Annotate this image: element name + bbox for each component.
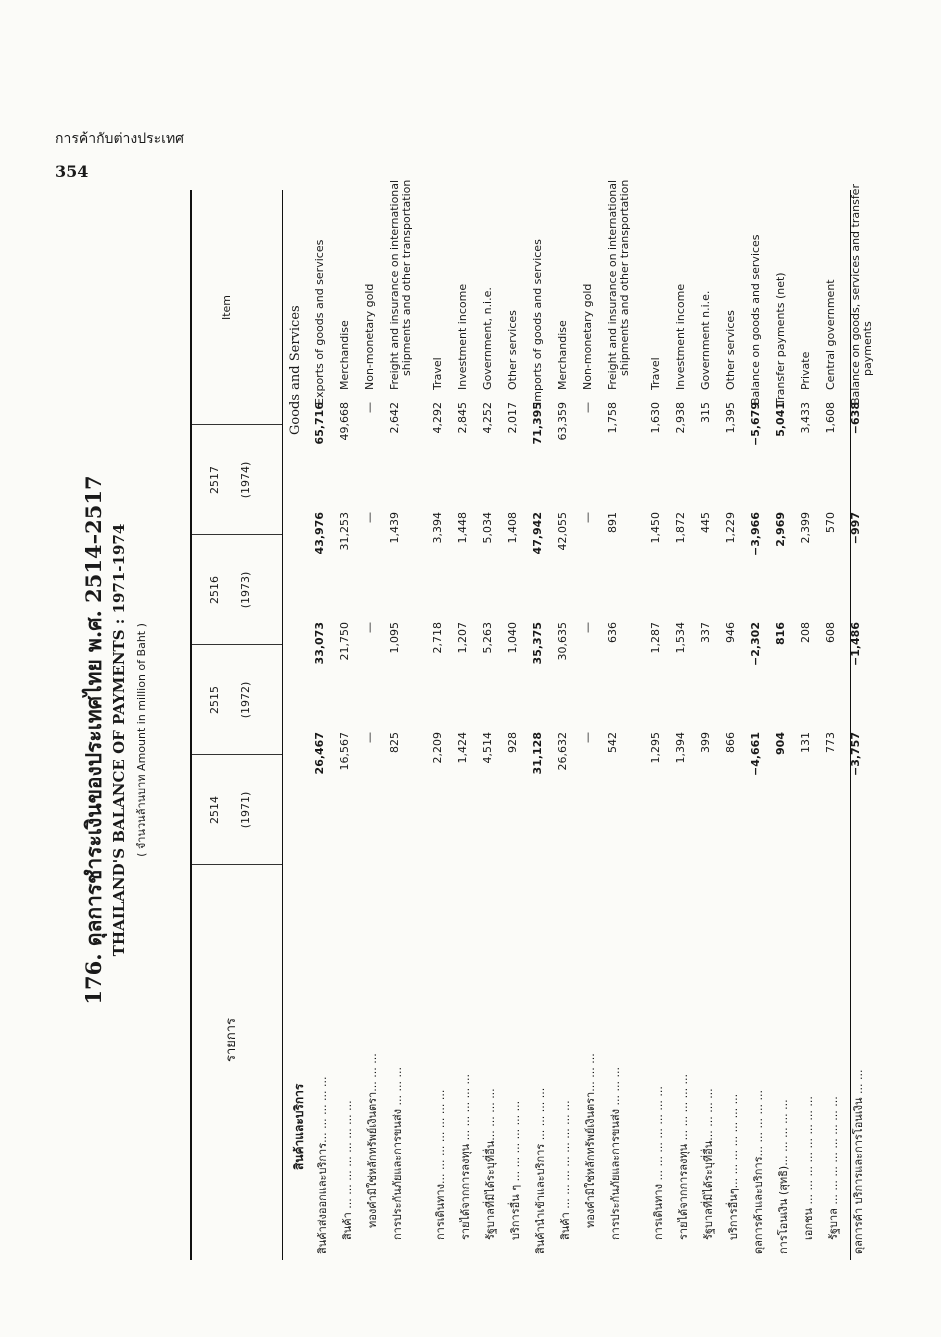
row-value: 5,263: [481, 622, 494, 654]
row-label-thai: สินค้า ... ... ... ... ... ... ... ...: [559, 1100, 572, 1240]
row-value: 4,514: [481, 732, 494, 764]
row-value: —: [363, 732, 376, 743]
row-value: 2,938: [674, 402, 687, 434]
row-value: 542: [606, 732, 619, 753]
table-row: [503, 190, 525, 1260]
row-label-thai: รัฐบาลที่มิได้ระบุที่อื่น... ... ... ...: [484, 1088, 497, 1240]
table-row: [646, 190, 668, 1260]
row-label-thai: สินค้านำเข้าและบริการ ... ... ... ...: [534, 1087, 547, 1254]
row-value: 30,635: [556, 622, 569, 661]
row-value: 1,394: [674, 732, 687, 764]
row-value: —: [363, 402, 376, 413]
column-header-item-english: Item: [220, 294, 233, 321]
row-value: —: [581, 622, 594, 633]
row-value: 1,534: [674, 622, 687, 654]
table-row: [528, 190, 550, 1260]
row-value: 2,017: [506, 402, 519, 434]
row-value: −2,302: [749, 622, 762, 667]
row-value: −4,661: [749, 732, 762, 777]
row-value: 3,433: [799, 402, 812, 434]
table-top-rule: [190, 190, 192, 1260]
row-label-thai: ดุลการค้าและบริการ... ... ... ... ...: [752, 1090, 765, 1254]
column-header-item-thai: รายการ: [224, 1017, 239, 1063]
row-value: 33,073: [313, 622, 326, 665]
row-value: 3,394: [431, 512, 444, 544]
row-value: —: [581, 402, 594, 413]
row-label-thai: รายได้จากการลงทุน ... ... ... ... ...: [677, 1073, 690, 1240]
row-value: 65,716: [313, 402, 326, 445]
row-value: 1,450: [649, 512, 662, 544]
table-row: [696, 190, 718, 1260]
row-label-thai: เอกชน ... ... ... ... ... ... ... ...: [802, 1096, 815, 1240]
row-label-thai: ดุลการค้า บริการและการโอนเงิน ... ...: [852, 1069, 865, 1254]
row-value: 1,040: [506, 622, 519, 654]
row-value: −1,486: [849, 622, 862, 667]
page-number: 354: [55, 162, 89, 181]
row-value: 35,375: [531, 622, 544, 665]
row-value: 1,608: [824, 402, 837, 434]
row-label-thai: รัฐบาล ... ... ... ... ... ... ... ...: [827, 1096, 840, 1240]
row-value: 71,395: [531, 402, 544, 445]
row-label-english-continued: payments: [861, 321, 874, 376]
row-value: 636: [606, 622, 619, 643]
row-value: 1,630: [649, 402, 662, 434]
row-value: −638: [849, 402, 862, 435]
row-label-english: Merchandise: [556, 320, 569, 390]
table-row: [721, 190, 743, 1260]
row-value: 5,034: [481, 512, 494, 544]
row-value: 866: [724, 732, 737, 753]
row-label-english: Merchandise: [338, 320, 351, 390]
row-value: 570: [824, 512, 837, 533]
row-value: 608: [824, 622, 837, 643]
row-label-english: Freight and insurance on international: [388, 179, 401, 390]
row-value: 26,467: [313, 732, 326, 775]
row-value: 31,128: [531, 732, 544, 775]
table-row: [385, 179, 413, 1260]
header-rule: [282, 190, 283, 1260]
row-value: 1,872: [674, 512, 687, 544]
column-divider: [192, 424, 282, 425]
row-value: 1,448: [456, 512, 469, 544]
row-value: 1,287: [649, 622, 662, 654]
row-label-english: Government n.i.e.: [699, 290, 712, 390]
row-label-thai: การเดินทาง... ... ... ... ... ... ...: [434, 1089, 447, 1240]
row-value: 1,095: [388, 622, 401, 654]
table-row: [360, 190, 382, 1260]
row-value: −3,757: [849, 732, 862, 777]
column-header-year-1: 2514 (1971): [208, 791, 252, 829]
row-label-english: Other services: [724, 310, 737, 390]
row-label-thai: การประกันภัยและการขนส่ง ... ... ...: [609, 1067, 622, 1240]
row-value: 2,969: [774, 512, 787, 547]
row-label-english-continued: shipments and other transportation: [400, 179, 413, 376]
row-value: 4,252: [481, 402, 494, 434]
row-value: 315: [699, 402, 712, 423]
row-value: 1,408: [506, 512, 519, 544]
row-value: −997: [849, 512, 862, 545]
row-label-english: Balance on goods and services: [749, 234, 762, 405]
row-value: 2,718: [431, 622, 444, 654]
table-row: [796, 190, 818, 1260]
table-row: [310, 190, 332, 1260]
row-value: 49,668: [338, 402, 351, 441]
row-value: 1,424: [456, 732, 469, 764]
table-row: [671, 190, 693, 1260]
table-row: [453, 190, 475, 1260]
table-row: [335, 190, 357, 1260]
row-value: —: [581, 732, 594, 743]
row-value: —: [363, 512, 376, 523]
row-label-english: Travel: [431, 357, 444, 390]
table-row: [553, 190, 575, 1260]
row-label-english: Non-monetary gold: [363, 283, 376, 390]
row-value: 2,209: [431, 732, 444, 764]
row-label-english: Government, n.i.e.: [481, 287, 494, 390]
row-label-english: Transfer payments (net): [774, 272, 787, 405]
row-value: —: [581, 512, 594, 523]
row-value: 2,642: [388, 402, 401, 434]
row-label-thai: สินค้าส่งออกและบริการ... ... ... ... ...: [316, 1076, 329, 1254]
row-label-english: Non-monetary gold: [581, 283, 594, 390]
table-title-thai: 176. ดุลการชำระเงินของประเทศไทย พ.ศ. 2514–2517: [81, 475, 106, 1005]
table-row: [746, 190, 768, 1260]
row-value: 1,207: [456, 622, 469, 654]
row-value: 445: [699, 512, 712, 533]
row-label-english: Travel: [649, 357, 662, 390]
column-header-year-3: 2516 (1973): [208, 571, 252, 609]
row-value: 42,055: [556, 512, 569, 551]
row-label-thai: ทองคำมิใช่หลักทรัพย์เงินตรา... ... ...: [584, 1053, 597, 1228]
row-value: 1,229: [724, 512, 737, 544]
row-label-english: Private: [799, 351, 812, 390]
table-row: [578, 190, 600, 1260]
row-value: 825: [388, 732, 401, 753]
row-label-thai: รัฐบาลที่มิได้ระบุที่อื่น... ... ... ...: [702, 1088, 715, 1240]
column-header-year-4: 2517 (1974): [208, 461, 252, 499]
row-label-english: Freight and insurance on international: [606, 179, 619, 390]
row-value: 131: [799, 732, 812, 753]
row-value: 904: [774, 732, 787, 755]
table-bottom-rule: [850, 190, 851, 1260]
row-value: 47,942: [531, 512, 544, 555]
row-label-thai: บริการอื่นๆ... ... ... ... ... ... ...: [727, 1093, 740, 1240]
row-label-english: Investment income: [456, 283, 469, 390]
row-value: 891: [606, 512, 619, 533]
row-value: —: [363, 622, 376, 633]
row-value: 26,632: [556, 732, 569, 771]
row-value: 4,292: [431, 402, 444, 434]
row-label-english: Other services: [506, 310, 519, 390]
row-value: 63,359: [556, 402, 569, 441]
table-row: [428, 190, 450, 1260]
row-label-thai: ทองคำมิใช่หลักทรัพย์เงินตรา... ... ...: [366, 1053, 379, 1228]
row-value: −5,679: [749, 402, 762, 447]
table-row: [821, 190, 843, 1260]
row-value: 21,750: [338, 622, 351, 661]
section-title-thai: สินค้าและบริการ: [292, 1083, 306, 1170]
row-value: 5,041: [774, 402, 787, 437]
row-value: 773: [824, 732, 837, 753]
row-value: −3,966: [749, 512, 762, 557]
table-row: [771, 190, 793, 1260]
row-value: 208: [799, 622, 812, 643]
row-value: 816: [774, 622, 787, 645]
row-value: 946: [724, 622, 737, 643]
row-label-english: Central government: [824, 279, 837, 390]
table-row: [478, 190, 500, 1260]
table-row: [603, 179, 631, 1260]
column-header-year-2: 2515 (1972): [208, 681, 252, 719]
row-label-thai: สินค้า ... ... ... ... ... ... ... ...: [341, 1100, 354, 1240]
row-value: 43,976: [313, 512, 326, 555]
row-value: 928: [506, 732, 519, 753]
page-header-thai: การค้ากับต่างประเทศ: [55, 131, 185, 147]
row-value: 1,295: [649, 732, 662, 764]
row-label-thai: การเดินทาง ... ... ... ... ... ... ...: [652, 1086, 665, 1240]
row-value: 31,253: [338, 512, 351, 551]
row-label-english: Exports of goods and services: [313, 239, 326, 405]
row-value: 2,399: [799, 512, 812, 544]
row-value: 1,395: [724, 402, 737, 434]
row-label-thai: การประกันภัยและการขนส่ง ... ... ...: [391, 1067, 404, 1240]
row-value: 1,758: [606, 402, 619, 434]
row-label-thai: การโอนเงิน (สุทธิ)... ... ... ... ...: [777, 1099, 790, 1254]
row-value: 337: [699, 622, 712, 643]
row-value: 2,845: [456, 402, 469, 434]
table-title-english: THAILAND'S BALANCE OF PAYMENTS : 1971-1974: [110, 523, 128, 957]
table-unit: ( จำนวนล้านบาท Amount in million of Baht ): [135, 623, 148, 857]
rotated-table: [60, 179, 874, 1290]
section-title-english: Goods and Services: [288, 305, 303, 435]
row-label-english: Investment income: [674, 283, 687, 390]
row-value: 1,439: [388, 512, 401, 544]
row-label-thai: รายได้จากการลงทุน ... ... ... ... ...: [459, 1073, 472, 1240]
row-label-english: Balance on goods, services and transfer: [849, 184, 862, 405]
row-label-english: Imports of goods and services: [531, 239, 544, 405]
row-value: 16,567: [338, 732, 351, 771]
row-value: 399: [699, 732, 712, 753]
row-label-thai: บริการอื่น ๆ ... ... ... ... ... ...: [509, 1100, 522, 1240]
row-label-english-continued: shipments and other transportation: [618, 179, 631, 376]
